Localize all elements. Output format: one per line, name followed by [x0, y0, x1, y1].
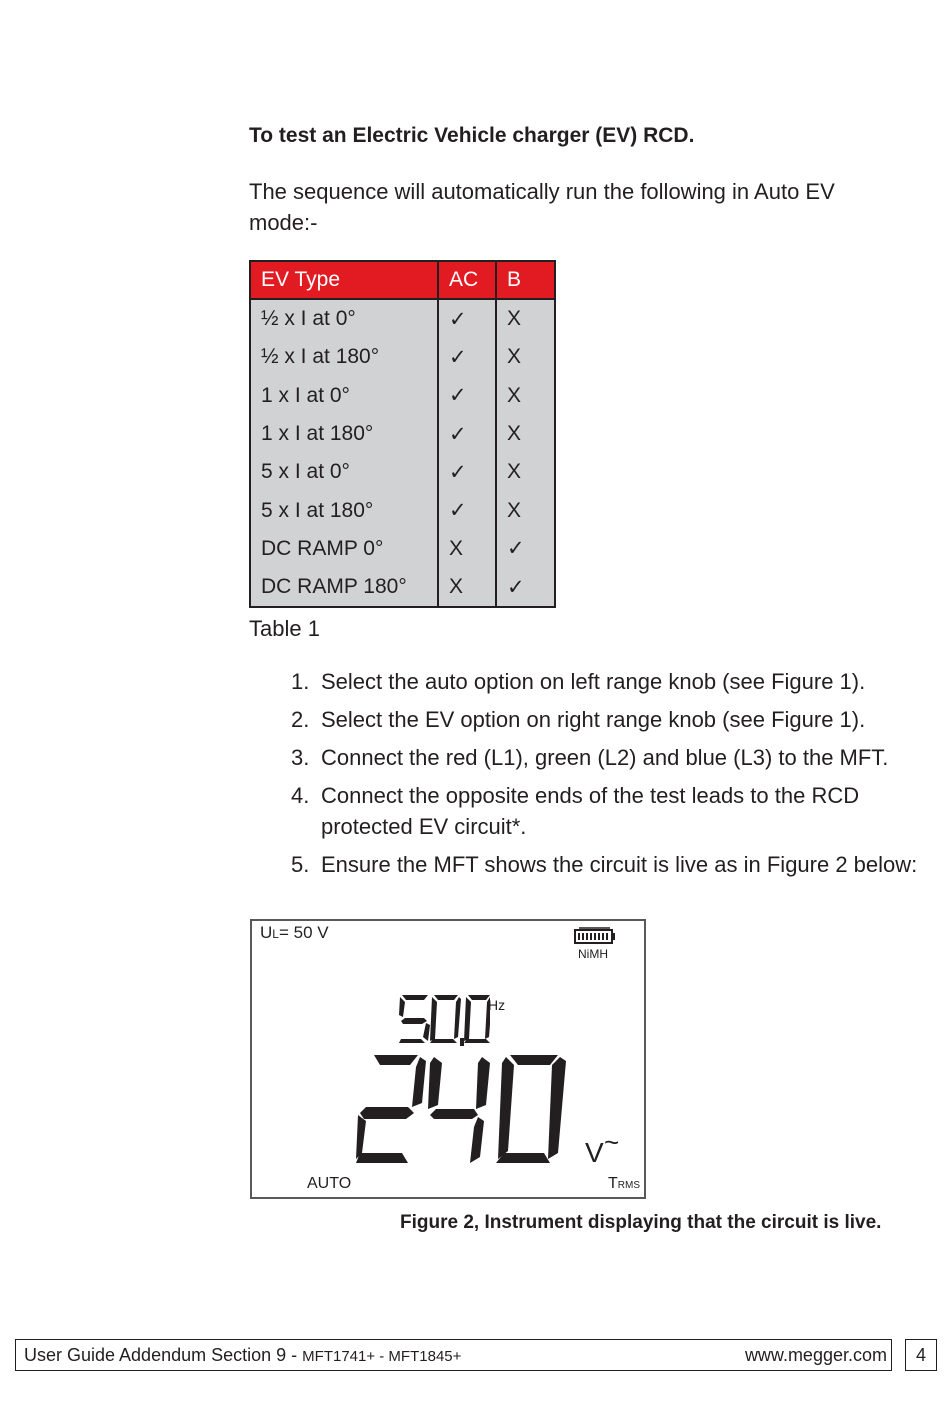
cell-ev-type: DC RAMP 0° [250, 530, 438, 568]
step-number: 1. [291, 669, 310, 694]
cell-b: X [496, 415, 555, 453]
list-item [249, 666, 939, 697]
cell-ac: ✓ [438, 377, 496, 415]
mode-indicator: AUTO [307, 1175, 352, 1192]
footer-website: www.megger.com [744, 1345, 887, 1365]
frequency-readout [398, 993, 490, 1047]
table-row [250, 299, 555, 338]
page-footer [15, 1339, 892, 1371]
frequency-unit: Hz [488, 997, 506, 1013]
table-caption: Table 1 [249, 616, 320, 641]
table-row [250, 568, 555, 607]
section-heading: To test an Electric Vehicle charger (EV) RCD. [249, 124, 695, 147]
battery-icon [574, 927, 616, 945]
table-row [250, 377, 555, 415]
cell-b: X [496, 453, 555, 491]
step-number: 3. [291, 745, 310, 770]
header-ev-type: EV Type [250, 261, 438, 299]
list-item [249, 780, 939, 842]
instruction-steps [249, 666, 939, 887]
trms-indicator: TRMS [608, 1175, 641, 1192]
cell-b: X [496, 377, 555, 415]
header-ac: AC [438, 261, 496, 299]
page-number: 4 [905, 1339, 937, 1371]
footer-document-title: User Guide Addendum Section 9 - MFT1741+ - MFT1845+ [24, 1345, 462, 1365]
step-text: Connect the red (L1), green (L2) and blue (L3) to the MFT. [321, 745, 889, 770]
intro-paragraph: The sequence will automatically run the following in Auto EV mode:- [249, 179, 835, 235]
figure-caption: Figure 2, Instrument displaying that the circuit is live. [400, 1212, 882, 1233]
cell-ev-type: 1 x I at 180° [250, 415, 438, 453]
step-text: Connect the opposite ends of the test leads to the RCD protected EV circuit*. [321, 783, 860, 839]
table-row [250, 415, 555, 453]
cell-b: X [496, 491, 555, 529]
cell-ac: ✓ [438, 453, 496, 491]
cell-ac: X [438, 530, 496, 568]
list-item [249, 704, 939, 735]
list-item [249, 849, 939, 880]
cell-ev-type: ½ x I at 0° [250, 299, 438, 338]
instrument-display [250, 919, 646, 1199]
cell-b: X [496, 338, 555, 376]
step-number: 2. [291, 707, 310, 732]
table-header-row [250, 261, 555, 299]
cell-b: ✓ [496, 530, 555, 568]
voltage-readout [356, 1053, 568, 1167]
ac-wave-icon: ~ [604, 1127, 620, 1157]
step-number: 4. [291, 783, 310, 808]
cell-ev-type: ½ x I at 180° [250, 338, 438, 376]
step-number: 5. [291, 852, 310, 877]
step-text: Ensure the MFT shows the circuit is live as in Figure 2 below: [321, 852, 918, 877]
step-text: Select the EV option on right range knob (see Figure 1). [321, 707, 866, 732]
table-row [250, 338, 555, 376]
cell-b: ✓ [496, 568, 555, 607]
step-text: Select the auto option on left range knob (see Figure 1). [321, 669, 866, 694]
cell-ac: ✓ [438, 338, 496, 376]
cell-ac: ✓ [438, 491, 496, 529]
cell-ev-type: 5 x I at 0° [250, 453, 438, 491]
touch-voltage-limit: UL= 50 V [260, 923, 329, 942]
header-b: B [496, 261, 555, 299]
cell-ev-type: 1 x I at 0° [250, 377, 438, 415]
ev-test-table [249, 260, 556, 608]
table-row [250, 530, 555, 568]
cell-ac: ✓ [438, 415, 496, 453]
cell-b: X [496, 299, 555, 338]
table-row [250, 491, 555, 529]
list-item [249, 742, 939, 773]
cell-ev-type: DC RAMP 180° [250, 568, 438, 607]
cell-ev-type: 5 x I at 180° [250, 491, 438, 529]
battery-type-label: NiMH [578, 947, 608, 961]
cell-ac: ✓ [438, 299, 496, 338]
table-row [250, 453, 555, 491]
voltage-unit: V [585, 1137, 604, 1168]
cell-ac: X [438, 568, 496, 607]
